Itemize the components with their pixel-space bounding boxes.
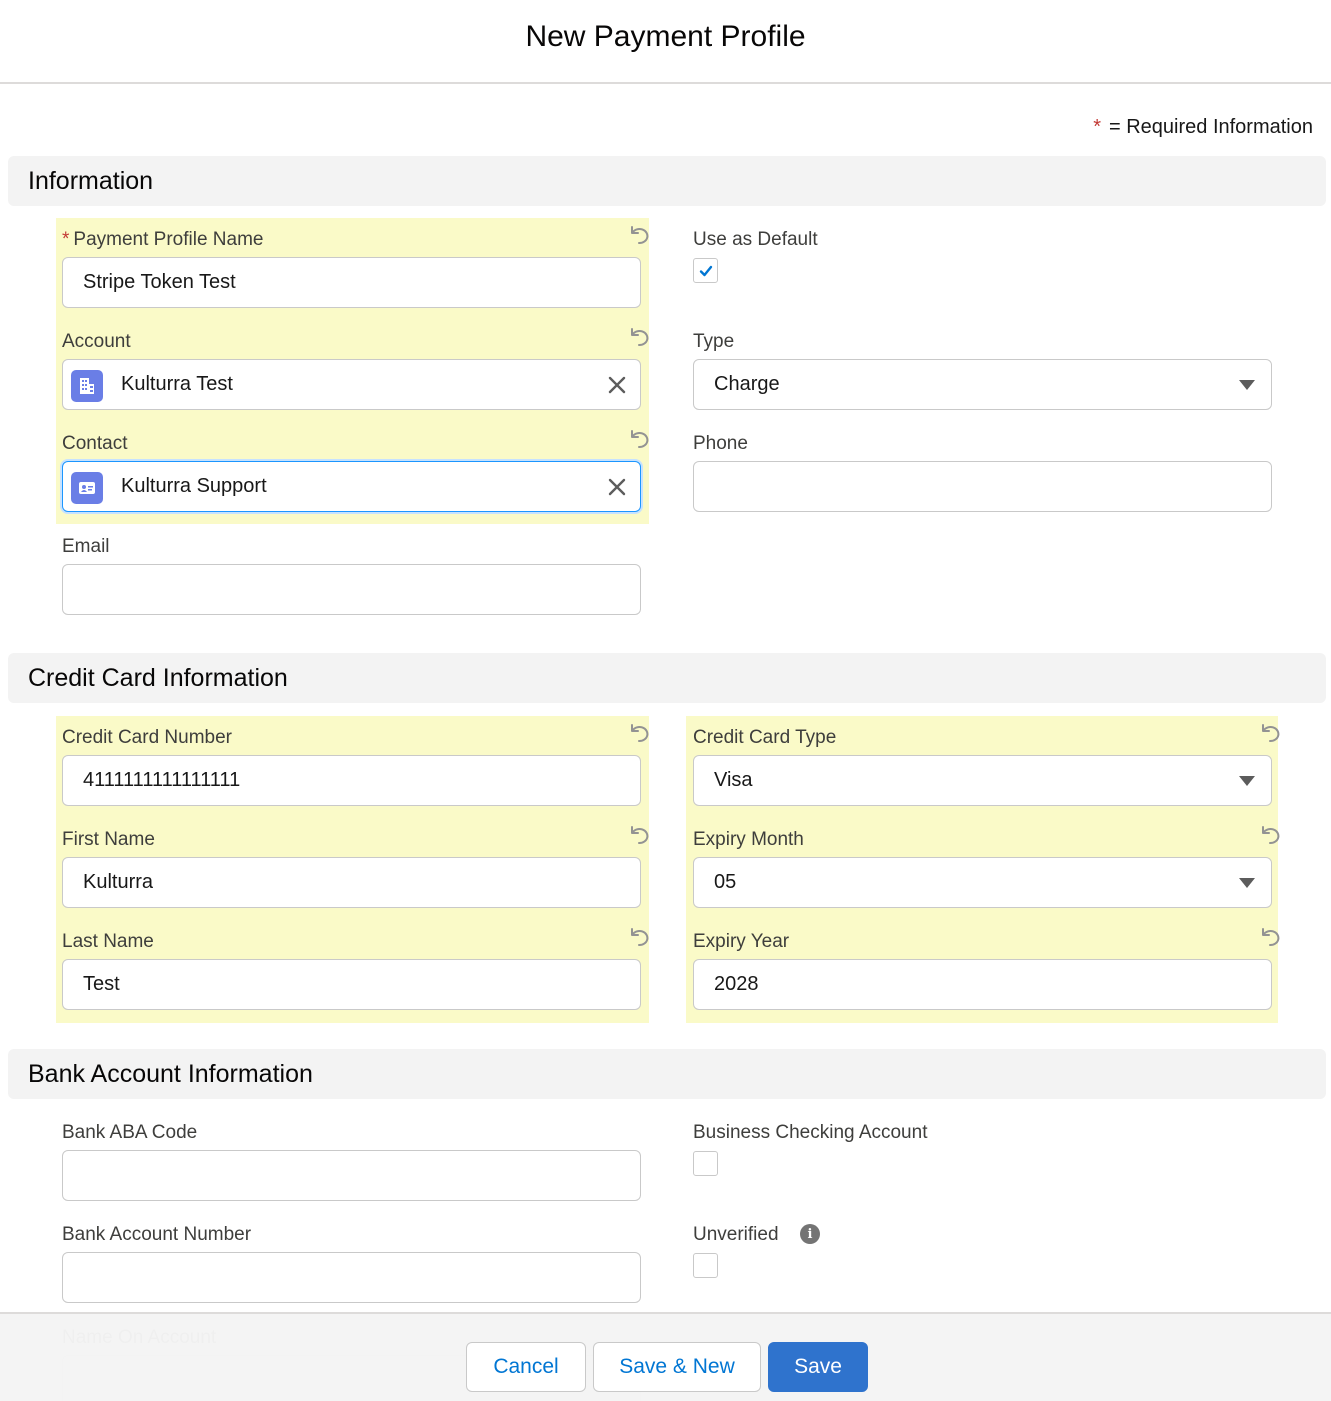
undo-icon[interactable] [1258, 721, 1282, 745]
phone-label: Phone [693, 433, 748, 454]
account-value: Kulturra Test [121, 373, 233, 395]
clear-icon[interactable] [606, 374, 628, 396]
checkmark-icon [698, 263, 714, 279]
business-checking-account-label: Business Checking Account [693, 1122, 928, 1143]
save-and-new-button[interactable]: Save & New [593, 1342, 761, 1392]
first-name-input[interactable]: Kulturra [62, 857, 641, 908]
required-info-text: = Required Information [1108, 116, 1313, 138]
info-icon[interactable]: i [800, 1224, 820, 1244]
business-checking-account-checkbox[interactable] [693, 1151, 718, 1176]
undo-icon[interactable] [1258, 823, 1282, 847]
credit-card-type-label: Credit Card Type [693, 727, 837, 748]
contact-lookup-input[interactable] [62, 461, 641, 512]
modal-header [0, 0, 1331, 84]
payment-profile-name-label: * Payment Profile Name [62, 229, 264, 250]
expiry-year-input[interactable]: 2028 [693, 959, 1272, 1010]
clear-icon[interactable] [606, 476, 628, 498]
undo-icon[interactable] [1258, 925, 1282, 949]
section-header-bank-account[interactable] [8, 1049, 1326, 1099]
modal-footer [0, 1312, 1331, 1401]
chevron-down-icon [1239, 776, 1255, 786]
expiry-month-label: Expiry Month [693, 829, 804, 850]
chevron-down-icon [1239, 878, 1255, 888]
payment-profile-name-input[interactable]: Stripe Token Test [62, 257, 641, 308]
phone-input[interactable] [693, 461, 1272, 512]
expiry-month-select[interactable] [693, 857, 1272, 908]
bank-account-number-input[interactable] [62, 1252, 641, 1303]
first-name-label: First Name [62, 829, 155, 850]
undo-icon[interactable] [627, 925, 651, 949]
undo-icon[interactable] [627, 427, 651, 451]
bank-aba-code-label: Bank ABA Code [62, 1122, 198, 1143]
type-select[interactable] [693, 359, 1272, 410]
unverified-checkbox[interactable] [693, 1253, 718, 1278]
section-title-bank-account: Bank Account Information [28, 1059, 313, 1088]
required-info-note [1093, 116, 1313, 139]
account-label: Account [62, 331, 131, 352]
cancel-button[interactable]: Cancel [466, 1342, 586, 1392]
undo-icon[interactable] [627, 721, 651, 745]
undo-icon[interactable] [627, 223, 651, 247]
chevron-down-icon [1239, 380, 1255, 390]
credit-card-number-input[interactable]: 4111111111111111 [62, 755, 641, 806]
email-input[interactable] [62, 564, 641, 615]
section-title-credit-card: Credit Card Information [28, 663, 288, 692]
use-as-default-label: Use as Default [693, 229, 818, 250]
bank-aba-code-input[interactable] [62, 1150, 641, 1201]
email-label: Email [62, 536, 110, 557]
contact-value: Kulturra Support [121, 475, 267, 497]
last-name-input[interactable]: Test [62, 959, 641, 1010]
undo-icon[interactable] [627, 823, 651, 847]
save-button[interactable]: Save [768, 1342, 868, 1392]
building-icon [71, 370, 103, 402]
required-asterisk: * [62, 229, 70, 250]
modal-title: New Payment Profile [525, 20, 806, 53]
section-header-information[interactable] [8, 156, 1326, 206]
contact-card-icon [71, 472, 103, 504]
use-as-default-checkbox[interactable] [693, 258, 718, 283]
last-name-label: Last Name [62, 931, 154, 952]
expiry-year-label: Expiry Year [693, 931, 790, 952]
type-value: Charge [714, 373, 780, 395]
credit-card-type-value: Visa [714, 769, 753, 791]
section-title-information: Information [28, 166, 154, 195]
expiry-month-value: 05 [714, 871, 737, 893]
undo-icon[interactable] [627, 325, 651, 349]
required-star: * [1093, 116, 1101, 138]
bank-account-number-label: Bank Account Number [62, 1224, 252, 1245]
contact-label: Contact [62, 433, 128, 454]
section-header-credit-card[interactable] [8, 653, 1326, 703]
account-lookup-input[interactable] [62, 359, 641, 410]
credit-card-number-label: Credit Card Number [62, 727, 232, 748]
unverified-label: Unverified [693, 1224, 779, 1245]
type-label: Type [693, 331, 735, 352]
credit-card-type-select[interactable] [693, 755, 1272, 806]
